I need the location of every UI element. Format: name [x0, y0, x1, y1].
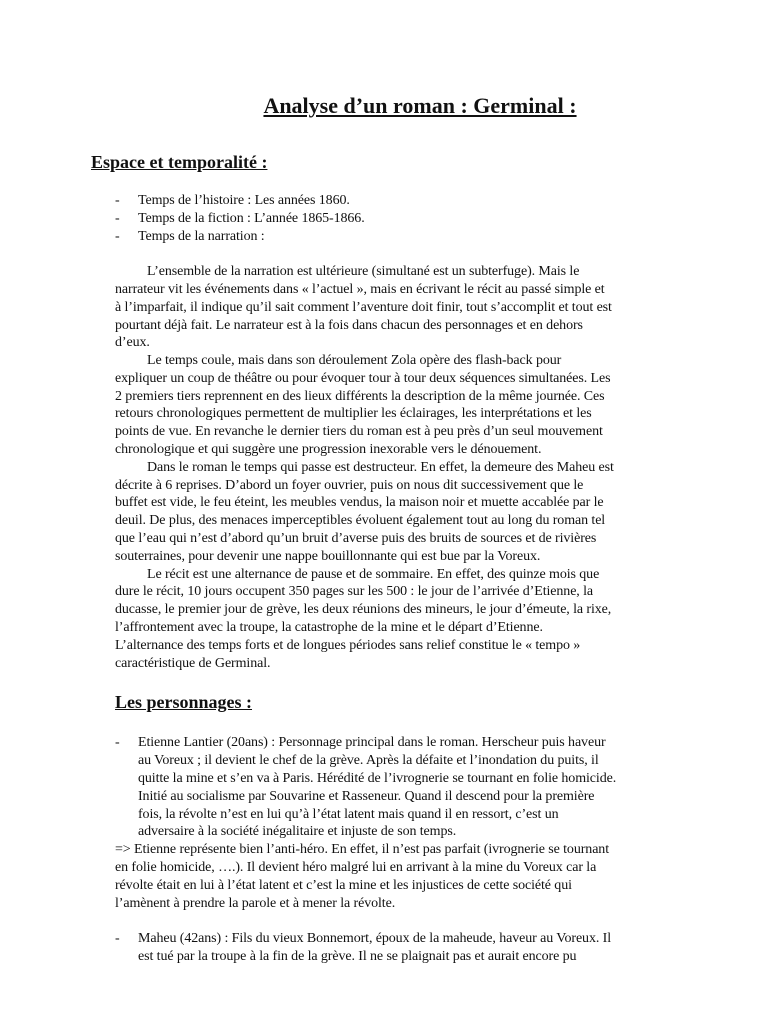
paragraph-line: souterraines, pour devenir une nappe bouillonnante qui est bue par la Voreux. — [115, 549, 541, 564]
paragraph-line: que l’eau qui n’est d’abord qu’un bruit d’averse puis des bruits de sources et de rivières — [115, 531, 597, 546]
commentary-line: l’amènent à prendre la parole et à mener la révolte. — [115, 896, 396, 911]
paragraph-line: décrite à 6 reprises. D’abord un foyer ouvrier, puis on nous dit successivement que le — [115, 478, 584, 493]
paragraph-line: caractéristique de Germinal. — [115, 656, 271, 671]
character-line: adversaire à la société inégalitaire et injuste de son temps. — [138, 824, 457, 839]
document-title: Analyse d’un roman : Germinal : — [263, 93, 577, 118]
paragraph-line: expliquer un coup de théâtre ou pour évoquer tour à tour deux séquences simultanées. Les — [115, 371, 611, 386]
bullet-item: Temps de l’histoire : Les années 1860. — [138, 193, 350, 208]
character-line: au Voreux ; il devient le chef de la grève. Après la défaite et l’inondation du puits, il — [138, 753, 599, 768]
commentary-line: => Etienne représente bien l’anti-héro. En effet, il n’est pas parfait (ivrognerie se tournant — [115, 842, 609, 857]
paragraph-line: à l’imparfait, il indique qu’il sait comment l’aventure doit finir, tout s’accomplit et tout est — [115, 300, 612, 315]
character-line: Initié au socialisme par Souvarine et Rasseneur. Quand il descend pour la première — [138, 789, 595, 804]
paragraph-line: narrateur vit les événements dans « l’actuel », mais en écrivant le récit au passé simple et — [115, 282, 605, 297]
bullet-dash: - — [115, 229, 120, 244]
paragraph-line: retours chronologiques permettent de multiplier les éclairages, les interprétations et les — [115, 406, 592, 421]
section-heading-espace: Espace et temporalité : — [91, 152, 268, 172]
paragraph-line: ducasse, le premier jour de grève, les deux réunions des mineurs, le jour d’émeute, la rixe, — [115, 602, 612, 617]
paragraph-line: l’affrontement avec la troupe, la catastrophe de la mine et le départ d’Etienne. — [115, 620, 543, 635]
paragraph-line: dure le récit, 10 jours occupent 350 pages sur les 500 : le jour de l’arrivée d’Etienne, la — [115, 584, 594, 599]
paragraph-line: L’alternance des temps forts et de longues périodes sans relief constitue le « tempo » — [115, 638, 581, 653]
character-line: quitte la mine et s’en va à Paris. Hérédité de l’ivrognerie se tournant en folie homicide. — [138, 771, 617, 786]
bullet-dash: - — [115, 193, 120, 208]
paragraph-line: buffet est vide, le feu éteint, les meubles vendus, la maison noir et muette accablée par le — [115, 495, 604, 510]
bullet-dash: - — [115, 735, 120, 750]
paragraph-line: points de vue. En revanche le dernier tiers du roman est à peu près d’un seul mouvement — [115, 424, 603, 439]
character-line: est tué par la troupe à la fin de la grève. Il ne se plaignait pas et aurait encore pu — [138, 949, 577, 964]
paragraph-line: L’ensemble de la narration est ultérieure (simultané est un subterfuge). Mais le — [147, 264, 580, 279]
bullet-dash: - — [115, 211, 120, 226]
paragraph-line: pourtant déjà fait. Le narrateur est à la fois dans chacun des personnages et en dehors — [115, 318, 583, 333]
bullet-dash: - — [115, 931, 120, 946]
commentary-line: en folie homicide, ….). Il devient héro malgré lui en arrivant à la mine du Voreux car la — [115, 860, 597, 875]
commentary-line: révolte était en lui à l’état latent et c’est la mine et les injustices de cette société qui — [115, 878, 572, 893]
paragraph-line: deuil. De plus, des menaces imperceptibles évoluent également tout au long du roman tel — [115, 513, 606, 528]
paragraph-line: Le temps coule, mais dans son déroulement Zola opère des flash-back pour — [147, 353, 562, 368]
character-line: fois, la révolte n’est en lui qu’à l’état latent mais quand il en ressort, c’est un — [138, 807, 559, 822]
paragraph-line: d’eux. — [115, 335, 150, 350]
bullet-item: Temps de la fiction : L’année 1865-1866. — [138, 211, 365, 226]
paragraph-line: 2 premiers tiers reprennent en des lieux différents la description de la même journée. Ces — [115, 389, 605, 404]
bullet-item: Temps de la narration : — [138, 229, 265, 244]
paragraph-line: Le récit est une alternance de pause et de sommaire. En effet, des quinze mois que — [147, 567, 600, 582]
character-line: Etienne Lantier (20ans) : Personnage principal dans le roman. Herscheur puis haveur — [138, 735, 606, 750]
character-line: Maheu (42ans) : Fils du vieux Bonnemort, époux de la maheude, haveur au Voreux. Il — [138, 931, 612, 946]
paragraph-line: chronologique et qui suggère une progression inexorable vers le dénouement. — [115, 442, 542, 457]
section-heading-personnages: Les personnages : — [115, 692, 253, 712]
paragraph-line: Dans le roman le temps qui passe est destructeur. En effet, la demeure des Maheu est — [147, 460, 614, 475]
